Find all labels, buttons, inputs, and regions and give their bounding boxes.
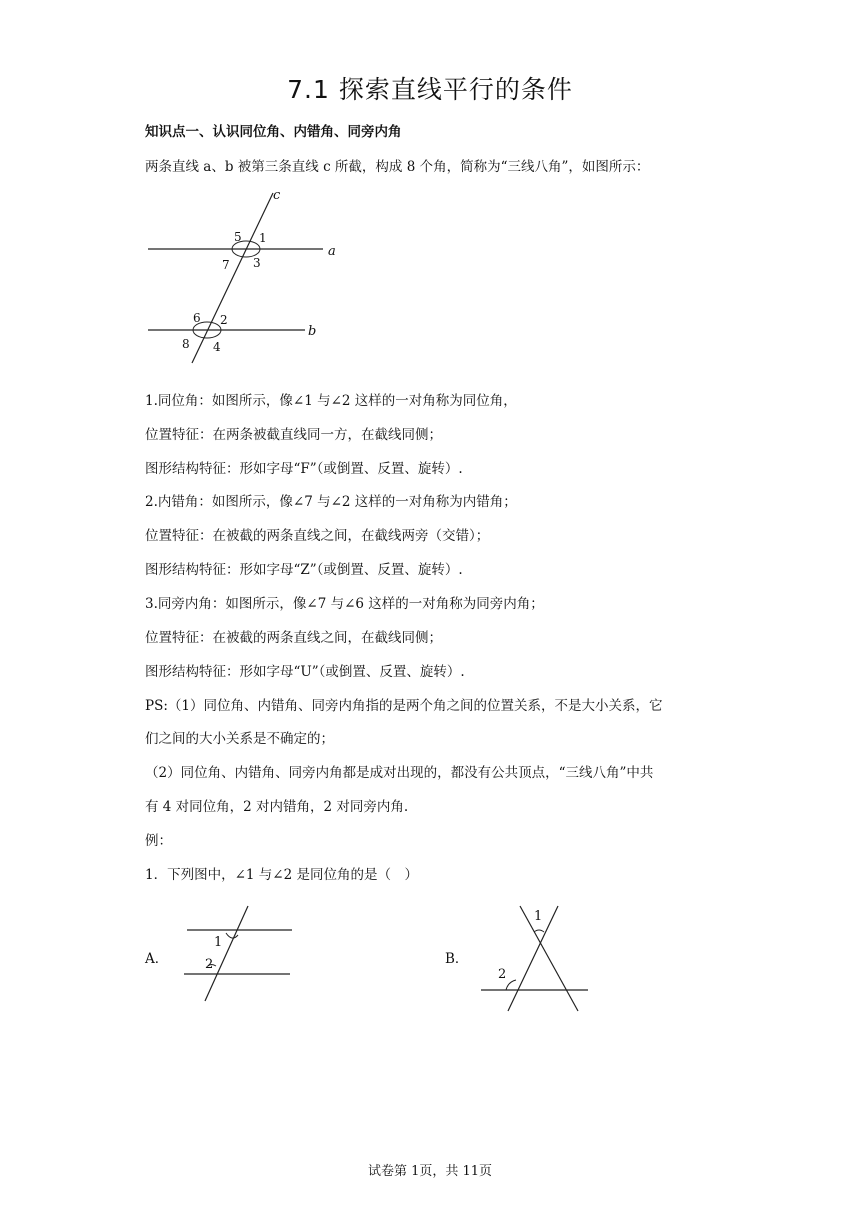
label-a: a [328, 244, 336, 259]
angle-label: 7 [222, 258, 230, 272]
option-a-figure [180, 903, 300, 1008]
page-title: 7.1 探索直线平行的条件 [287, 75, 573, 104]
angle-label: 1 [259, 231, 267, 245]
text-line: 有 4 对同位角，2 对内错角，2 对同旁内角. [145, 799, 409, 815]
text-line: 们之间的大小关系是不确定的； [145, 731, 334, 747]
text-line: （2）同位角、内错角、同旁内角都是成对出现的，都没有公共顶点，“三线八角”中共 [145, 765, 654, 781]
text-line: PS:（1）同位角、内错角、同旁内角指的是两个角之间的位置关系，不是大小关系，它 [145, 698, 663, 714]
angle-label: 4 [213, 340, 221, 354]
label-c: c [273, 188, 281, 203]
option-a-label: A． [145, 951, 169, 967]
text-line: 位置特征：在被截的两条直线之间，在截线两旁（交错）； [145, 528, 490, 544]
text-line: 1.同位角：如图所示，像∠1 与∠2 这样的一对角称为同位角， [145, 393, 517, 409]
text-line: 图形结构特征：形如字母“U”（或倒置、反置、旋转）. [145, 664, 465, 680]
text-line: 图形结构特征：形如字母“Z”（或倒置、反置、旋转）. [145, 562, 463, 578]
angle-label: 2 [220, 313, 228, 327]
question-1: 1．下列图中，∠1 与∠2 是同位角的是（ ） [145, 867, 418, 883]
text-line: 2.内错角：如图所示，像∠7 与∠2 这样的一对角称为内错角； [145, 494, 517, 510]
text-line: 位置特征：在两条被截直线同一方，在截线同侧； [145, 427, 442, 443]
text-line: 位置特征：在被截的两条直线之间，在截线同侧； [145, 630, 442, 646]
section-heading: 知识点一、认识同位角、内错角、同旁内角 [145, 124, 402, 140]
three-lines-eight-angles-figure [145, 185, 355, 370]
angle-label: 2 [498, 967, 507, 982]
text-line: 3.同旁内角：如图所示，像∠7 与∠6 这样的一对角称为同旁内角； [145, 596, 544, 612]
text-line: 例： [145, 833, 172, 849]
angle-label: 2 [205, 957, 214, 972]
angle-label: 5 [234, 230, 242, 244]
angle-label: 8 [182, 337, 190, 351]
label-b: b [308, 324, 317, 339]
page-footer: 试卷第 1页，共 11页 [367, 1164, 493, 1179]
angle-label: 1 [214, 935, 223, 950]
option-b-label: B． [445, 951, 469, 967]
intro-text: 两条直线 a、b 被第三条直线 c 所截，构成 8 个角，简称为“三线八角”，如图所示： [145, 159, 650, 175]
angle-label: 6 [193, 311, 201, 325]
text-line: 图形结构特征：形如字母“F”（或倒置、反置、旋转）. [145, 461, 463, 477]
angle-label: 1 [534, 909, 543, 924]
angle-label: 3 [253, 256, 261, 270]
option-b-figure [478, 898, 596, 1016]
